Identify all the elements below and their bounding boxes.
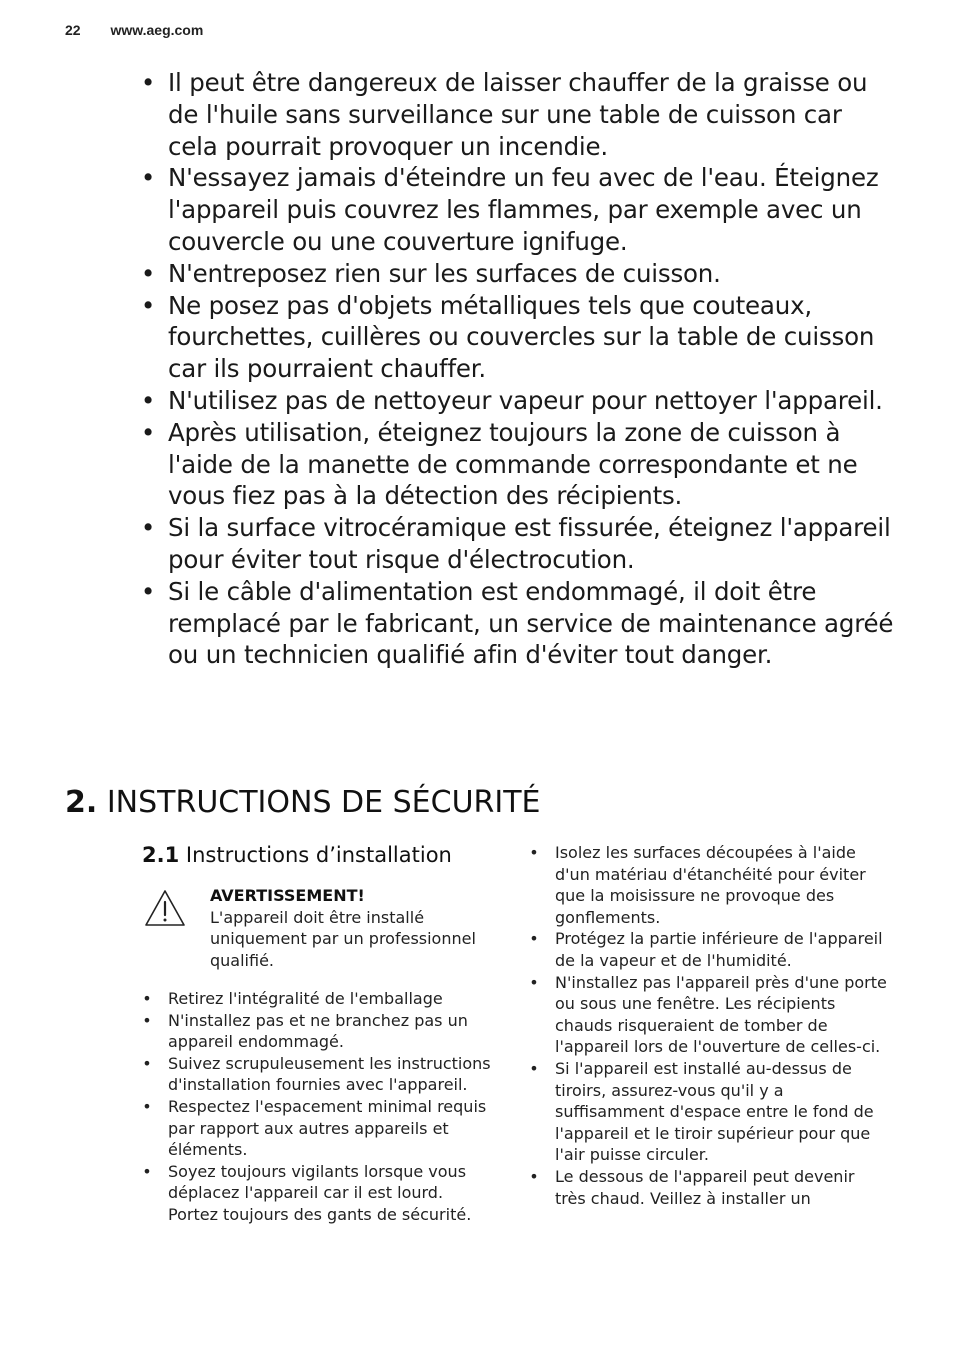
list-item xyxy=(142,1096,497,1161)
bullet-icon: • xyxy=(140,163,156,193)
installation-bullet-list-left xyxy=(142,988,497,1226)
list-item xyxy=(142,988,497,1010)
list-item xyxy=(138,162,898,257)
list-item-text: Si la surface vitrocéramique est fissurée, éteignez l'appareil pour éviter tout risque d'électrocution. xyxy=(168,513,891,574)
warning-text xyxy=(210,885,500,971)
warning-title: AVERTISSEMENT! xyxy=(210,886,365,905)
list-item-text: N'entreposez rien sur les surfaces de cuisson. xyxy=(168,258,721,288)
warning-body: L'appareil doit être installé uniquement par un professionnel qualifié. xyxy=(210,907,476,970)
subsection-heading xyxy=(142,841,452,869)
list-item xyxy=(529,928,889,971)
installation-bullet-list-right xyxy=(529,842,889,1209)
bullet-icon: • xyxy=(529,929,539,949)
list-item-text: N'installez pas et ne branchez pas un appareil endommagé. xyxy=(168,1010,468,1052)
bullet-icon: • xyxy=(142,1053,152,1073)
list-item xyxy=(138,290,898,385)
section-title: INSTRUCTIONS DE SÉCURITÉ xyxy=(106,785,541,820)
list-item xyxy=(138,576,898,671)
list-item xyxy=(142,1010,497,1053)
bullet-icon: • xyxy=(142,989,152,1008)
list-item-text: Suivez scrupuleusement les instructions d'installation fournies avec l'appareil. xyxy=(168,1053,491,1095)
list-item-text: N'essayez jamais d'éteindre un feu avec de l'eau. Éteignez l'appareil puis couvrez les flammes, par exemple avec un couvercle ou une couverture ignifuge. xyxy=(168,163,879,256)
bullet-icon: • xyxy=(529,1058,539,1078)
bullet-icon: • xyxy=(529,972,539,992)
bullet-icon: • xyxy=(140,417,156,447)
bullet-icon: • xyxy=(142,1096,152,1116)
bullet-icon: • xyxy=(142,1010,152,1030)
list-item-text: Protégez la partie inférieure de l'appareil de la vapeur et de l'humidité. xyxy=(555,929,883,970)
list-item xyxy=(138,258,898,290)
list-item-text: Il peut être dangereux de laisser chauffer de la graisse ou de l'huile sans surveillance sur une table de cuisson car cela pourrait provoquer un incendie. xyxy=(168,68,868,161)
bullet-icon: • xyxy=(140,258,156,288)
list-item-text: Soyez toujours vigilants lorsque vous déplacez l'appareil car il est lourd. Portez toujours des gants de sécurité. xyxy=(168,1161,472,1224)
bullet-icon: • xyxy=(140,576,156,606)
list-item-text: Le dessous de l'appareil peut devenir très chaud. Veillez à installer un xyxy=(555,1166,855,1208)
list-item-text: Si le câble d'alimentation est endommagé, il doit être remplacé par le fabricant, un service de maintenance agréé ou un technicien qualifié afin d'éviter tout danger. xyxy=(168,576,894,670)
list-item xyxy=(138,67,898,162)
bullet-icon: • xyxy=(140,385,156,415)
list-item xyxy=(138,417,898,512)
list-item-text: Retirez l'intégralité de l'emballage xyxy=(168,989,443,1008)
list-item-text: N'utilisez pas de nettoyeur vapeur pour nettoyer l'appareil. xyxy=(168,385,883,415)
intro-bullet-list xyxy=(138,67,898,671)
list-item xyxy=(529,972,889,1058)
list-item xyxy=(529,1166,889,1209)
list-item xyxy=(138,512,898,576)
bullet-icon: • xyxy=(140,68,156,97)
bullet-icon: • xyxy=(529,1166,539,1186)
bullet-icon: • xyxy=(142,1161,152,1181)
page-number: 22 xyxy=(65,22,81,38)
list-item xyxy=(142,1161,497,1226)
list-item-text: Si l'appareil est installé au-dessus de tiroirs, assurez-vous qu'il y a suffisamment d'espace entre le fond de l'appareil et le tiroir supérieur pour que l'air puisse circuler. xyxy=(555,1058,874,1165)
warning-triangle-icon xyxy=(144,889,186,927)
list-item-text: Après utilisation, éteignez toujours la zone de cuisson à l'aide de la manette de commande correspondante et ne vous fiez pas à la détection des récipients. xyxy=(168,417,858,511)
bullet-icon: • xyxy=(529,843,539,862)
section-number: 2. xyxy=(65,785,98,820)
list-item xyxy=(138,385,898,417)
bullet-icon: • xyxy=(140,513,156,543)
list-item-text: Ne posez pas d'objets métalliques tels que couteaux, fourchettes, cuillères ou couvercles sur la table de cuisson car ils pourraient chauffer. xyxy=(168,290,875,384)
list-item xyxy=(529,842,889,928)
list-item-text: Isolez les surfaces découpées à l'aide d'un matériau d'étanchéité pour éviter que la moisissure ne provoque des gonflements. xyxy=(555,843,866,927)
list-item xyxy=(142,1053,497,1096)
subsection-number: 2.1 xyxy=(142,843,180,867)
list-item-text: Respectez l'espacement minimal requis par rapport aux autres appareils et éléments. xyxy=(168,1096,487,1160)
list-item-text: N'installez pas l'appareil près d'une porte ou sous une fenêtre. Les récipients chauds risqueraient de tomber de l'appareil lors de l'ouverture de celles-ci. xyxy=(555,972,887,1057)
website-url: www.aeg.com xyxy=(110,22,204,38)
page-header xyxy=(65,22,203,38)
section-heading xyxy=(65,783,541,823)
subsection-title: Instructions d’installation xyxy=(185,843,452,867)
list-item xyxy=(529,1058,889,1166)
bullet-icon: • xyxy=(140,290,156,320)
